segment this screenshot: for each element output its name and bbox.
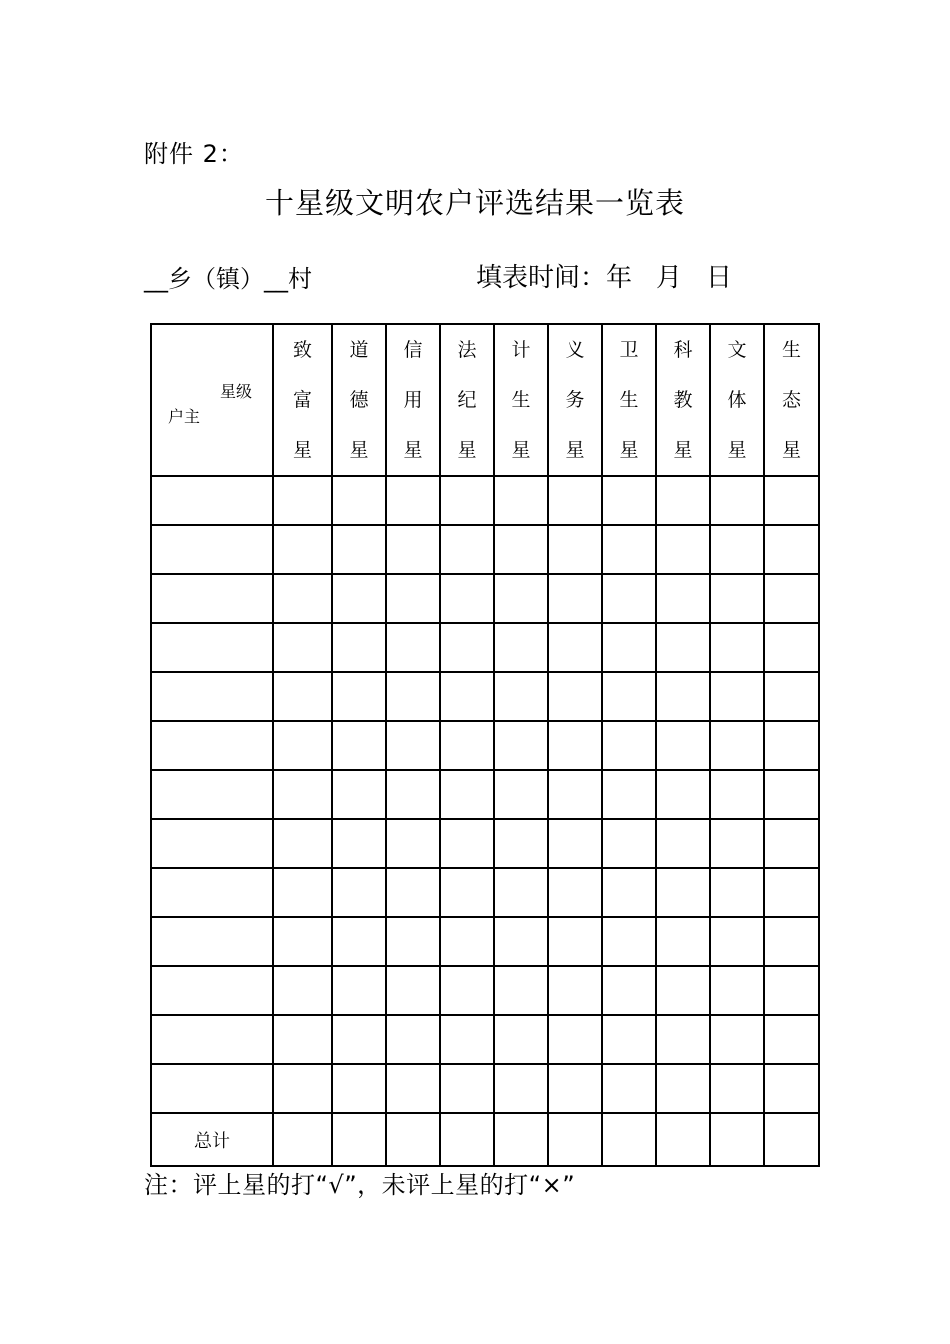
- star-cell[interactable]: [656, 770, 710, 819]
- total-cell[interactable]: [440, 1113, 494, 1166]
- star-cell[interactable]: [440, 574, 494, 623]
- star-cell[interactable]: [386, 525, 440, 574]
- column-header-char: 星: [673, 439, 693, 461]
- total-label: 总计: [151, 1113, 273, 1166]
- star-cell[interactable]: [764, 476, 819, 525]
- table-row: [151, 770, 819, 819]
- star-cell[interactable]: [332, 525, 386, 574]
- total-cell[interactable]: [273, 1113, 332, 1166]
- total-cell[interactable]: [656, 1113, 710, 1166]
- owner-cell[interactable]: [151, 819, 273, 868]
- star-cell[interactable]: [386, 868, 440, 917]
- star-cell[interactable]: [764, 966, 819, 1015]
- star-cell[interactable]: [494, 966, 548, 1015]
- star-cell[interactable]: [764, 574, 819, 623]
- star-cell[interactable]: [764, 721, 819, 770]
- star-cell[interactable]: [656, 917, 710, 966]
- star-cell[interactable]: [764, 770, 819, 819]
- star-cell[interactable]: [602, 623, 656, 672]
- table-row: [151, 623, 819, 672]
- location-line: __乡（镇）__村: [144, 265, 312, 293]
- corner-star-label: 星级: [219, 382, 252, 401]
- star-cell[interactable]: [386, 770, 440, 819]
- star-cell[interactable]: [273, 525, 332, 574]
- star-cell[interactable]: [332, 868, 386, 917]
- star-cell[interactable]: [332, 1015, 386, 1064]
- star-cell[interactable]: [273, 672, 332, 721]
- star-cell[interactable]: [332, 1064, 386, 1113]
- owner-cell[interactable]: [151, 868, 273, 917]
- star-cell[interactable]: [710, 917, 764, 966]
- star-cell[interactable]: [332, 574, 386, 623]
- star-cell[interactable]: [710, 476, 764, 525]
- column-header-char: 星: [781, 439, 801, 461]
- star-cell[interactable]: [273, 868, 332, 917]
- total-row: [151, 1113, 819, 1166]
- star-cell[interactable]: [494, 672, 548, 721]
- star-cell[interactable]: [386, 574, 440, 623]
- star-cell[interactable]: [656, 1064, 710, 1113]
- column-header-char: 科: [673, 339, 693, 361]
- column-header-char: 富: [292, 389, 312, 411]
- star-cell[interactable]: [710, 721, 764, 770]
- star-cell[interactable]: [332, 917, 386, 966]
- star-cell[interactable]: [386, 476, 440, 525]
- table-row: [151, 819, 819, 868]
- column-header-char: 务: [565, 389, 585, 411]
- star-cell[interactable]: [440, 819, 494, 868]
- star-cell[interactable]: [494, 476, 548, 525]
- column-header-char: 信: [403, 339, 423, 361]
- star-cell[interactable]: [764, 525, 819, 574]
- owner-cell[interactable]: [151, 672, 273, 721]
- column-header-char: 星: [619, 439, 639, 461]
- owner-cell[interactable]: [151, 966, 273, 1015]
- corner-cell: [151, 324, 273, 476]
- star-cell[interactable]: [494, 574, 548, 623]
- total-cell[interactable]: [494, 1113, 548, 1166]
- column-header: [273, 324, 332, 476]
- star-cell[interactable]: [273, 476, 332, 525]
- star-cell[interactable]: [332, 476, 386, 525]
- star-cell[interactable]: [710, 623, 764, 672]
- table-row: [151, 721, 819, 770]
- star-cell[interactable]: [273, 1064, 332, 1113]
- star-cell[interactable]: [332, 966, 386, 1015]
- star-cell[interactable]: [764, 672, 819, 721]
- star-cell[interactable]: [332, 770, 386, 819]
- star-cell[interactable]: [656, 623, 710, 672]
- table-row: [151, 672, 819, 721]
- star-cell[interactable]: [386, 966, 440, 1015]
- attachment-label: 附件 2：: [144, 140, 244, 168]
- column-header-char: 星: [727, 439, 747, 461]
- corner-owner-label: 户主: [168, 407, 201, 426]
- owner-cell[interactable]: [151, 1015, 273, 1064]
- star-cell[interactable]: [764, 917, 819, 966]
- column-header: [386, 324, 440, 476]
- owner-cell[interactable]: [151, 623, 273, 672]
- column-header-char: 教: [673, 389, 693, 411]
- star-cell[interactable]: [494, 917, 548, 966]
- column-header-char: 生: [781, 339, 801, 361]
- star-cell[interactable]: [764, 819, 819, 868]
- star-cell[interactable]: [656, 819, 710, 868]
- star-cell[interactable]: [602, 917, 656, 966]
- star-cell[interactable]: [440, 525, 494, 574]
- total-cell[interactable]: [548, 1113, 602, 1166]
- star-cell[interactable]: [656, 476, 710, 525]
- total-cell[interactable]: [386, 1113, 440, 1166]
- column-header-char: 星: [292, 439, 312, 461]
- star-cell[interactable]: [602, 672, 656, 721]
- star-cell[interactable]: [656, 672, 710, 721]
- star-cell[interactable]: [273, 623, 332, 672]
- star-cell[interactable]: [548, 525, 602, 574]
- star-cell[interactable]: [494, 819, 548, 868]
- star-cell[interactable]: [494, 525, 548, 574]
- column-header: [764, 324, 819, 476]
- star-cell[interactable]: [764, 1015, 819, 1064]
- date-line: [476, 257, 732, 294]
- table-row: [151, 1064, 819, 1113]
- star-cell[interactable]: [710, 819, 764, 868]
- star-cell[interactable]: [494, 770, 548, 819]
- column-header-char: 星: [457, 439, 477, 461]
- star-cell[interactable]: [548, 770, 602, 819]
- owner-cell[interactable]: [151, 1064, 273, 1113]
- star-cell[interactable]: [710, 1064, 764, 1113]
- star-cell[interactable]: [548, 721, 602, 770]
- table-row: [151, 476, 819, 525]
- star-cell[interactable]: [710, 966, 764, 1015]
- total-cell[interactable]: [710, 1113, 764, 1166]
- star-cell[interactable]: [656, 721, 710, 770]
- star-cell[interactable]: [494, 1064, 548, 1113]
- star-cell[interactable]: [440, 672, 494, 721]
- star-cell[interactable]: [710, 574, 764, 623]
- column-header-char: 致: [292, 339, 312, 361]
- column-header: [440, 324, 494, 476]
- column-header: [602, 324, 656, 476]
- column-header-char: 德: [349, 389, 369, 411]
- star-cell[interactable]: [440, 476, 494, 525]
- star-cell[interactable]: [273, 917, 332, 966]
- year-label: 年: [606, 263, 633, 293]
- star-cell[interactable]: [440, 1015, 494, 1064]
- results-table: [150, 323, 820, 1167]
- star-cell[interactable]: [602, 1064, 656, 1113]
- column-header: [494, 324, 548, 476]
- owner-cell[interactable]: [151, 917, 273, 966]
- star-cell[interactable]: [332, 819, 386, 868]
- column-header-char: 义: [565, 339, 585, 361]
- star-cell[interactable]: [440, 770, 494, 819]
- star-cell[interactable]: [548, 917, 602, 966]
- star-cell[interactable]: [602, 770, 656, 819]
- star-cell[interactable]: [273, 770, 332, 819]
- column-header-char: 星: [403, 439, 423, 461]
- column-header: [548, 324, 602, 476]
- column-header-char: 生: [619, 389, 639, 411]
- column-header-char: 文: [727, 339, 747, 361]
- star-cell[interactable]: [440, 966, 494, 1015]
- star-cell[interactable]: [710, 770, 764, 819]
- star-cell[interactable]: [273, 1015, 332, 1064]
- star-cell[interactable]: [494, 868, 548, 917]
- column-header-char: 体: [727, 389, 747, 411]
- star-cell[interactable]: [386, 721, 440, 770]
- star-cell[interactable]: [602, 525, 656, 574]
- column-header-char: 态: [781, 389, 801, 411]
- star-cell[interactable]: [494, 721, 548, 770]
- star-cell[interactable]: [273, 966, 332, 1015]
- star-cell[interactable]: [332, 623, 386, 672]
- owner-cell[interactable]: [151, 574, 273, 623]
- star-cell[interactable]: [386, 819, 440, 868]
- star-cell[interactable]: [764, 868, 819, 917]
- star-cell[interactable]: [332, 672, 386, 721]
- star-cell[interactable]: [656, 525, 710, 574]
- owner-cell[interactable]: [151, 476, 273, 525]
- star-cell[interactable]: [273, 574, 332, 623]
- column-header-char: 纪: [457, 389, 477, 411]
- owner-cell[interactable]: [151, 770, 273, 819]
- page-title: 十星级文明农户评选结果一览表: [264, 186, 685, 220]
- owner-cell[interactable]: [151, 525, 273, 574]
- table-row: [151, 868, 819, 917]
- star-cell[interactable]: [548, 1015, 602, 1064]
- star-cell[interactable]: [440, 1064, 494, 1113]
- table-body: [151, 476, 819, 1166]
- column-header-char: 星: [565, 439, 585, 461]
- star-cell[interactable]: [710, 525, 764, 574]
- star-cell[interactable]: [386, 672, 440, 721]
- star-cell[interactable]: [764, 1064, 819, 1113]
- star-cell[interactable]: [602, 574, 656, 623]
- date-label: 填表时间：: [476, 263, 607, 293]
- star-cell[interactable]: [440, 623, 494, 672]
- star-cell[interactable]: [602, 476, 656, 525]
- star-cell[interactable]: [386, 917, 440, 966]
- total-cell[interactable]: [602, 1113, 656, 1166]
- column-header-char: 卫: [619, 339, 639, 361]
- star-cell[interactable]: [386, 1064, 440, 1113]
- star-cell[interactable]: [710, 672, 764, 721]
- star-cell[interactable]: [764, 623, 819, 672]
- total-cell[interactable]: [764, 1113, 819, 1166]
- column-header-char: 星: [511, 439, 531, 461]
- column-header-char: 星: [349, 439, 369, 461]
- star-cell[interactable]: [548, 623, 602, 672]
- column-header-char: 用: [403, 389, 423, 411]
- star-cell[interactable]: [548, 966, 602, 1015]
- star-cell[interactable]: [494, 623, 548, 672]
- table-row: [151, 525, 819, 574]
- star-cell[interactable]: [440, 917, 494, 966]
- day-label: 日: [706, 263, 733, 293]
- column-header-char: 生: [511, 389, 531, 411]
- star-cell[interactable]: [273, 721, 332, 770]
- column-header-char: 道: [349, 339, 369, 361]
- star-cell[interactable]: [656, 868, 710, 917]
- column-header: [332, 324, 386, 476]
- star-cell[interactable]: [656, 574, 710, 623]
- month-label: 月: [656, 263, 683, 293]
- footnote: 注：评上星的打“√”，未评上星的打“×”: [144, 1171, 576, 1199]
- owner-cell[interactable]: [151, 721, 273, 770]
- table-row: [151, 966, 819, 1015]
- star-cell[interactable]: [386, 623, 440, 672]
- column-header-char: 法: [457, 339, 477, 361]
- column-header-char: 计: [511, 339, 531, 361]
- table-row: [151, 1015, 819, 1064]
- star-cell[interactable]: [602, 1015, 656, 1064]
- star-cell[interactable]: [548, 1064, 602, 1113]
- star-cell[interactable]: [332, 721, 386, 770]
- star-cell[interactable]: [273, 819, 332, 868]
- star-cell[interactable]: [548, 574, 602, 623]
- star-cell[interactable]: [710, 1015, 764, 1064]
- column-header: [656, 324, 710, 476]
- total-cell[interactable]: [332, 1113, 386, 1166]
- star-cell[interactable]: [548, 868, 602, 917]
- star-cell[interactable]: [710, 868, 764, 917]
- star-cell[interactable]: [656, 966, 710, 1015]
- star-cell[interactable]: [656, 1015, 710, 1064]
- table-header-row: [151, 324, 819, 476]
- star-cell[interactable]: [602, 966, 656, 1015]
- table-row: [151, 917, 819, 966]
- star-cell[interactable]: [440, 868, 494, 917]
- star-cell[interactable]: [548, 819, 602, 868]
- star-cell[interactable]: [602, 819, 656, 868]
- star-cell[interactable]: [602, 721, 656, 770]
- star-cell[interactable]: [440, 721, 494, 770]
- star-cell[interactable]: [548, 476, 602, 525]
- star-cell[interactable]: [494, 1015, 548, 1064]
- table-row: [151, 574, 819, 623]
- star-cell[interactable]: [548, 672, 602, 721]
- star-cell[interactable]: [602, 868, 656, 917]
- star-cell[interactable]: [386, 1015, 440, 1064]
- column-header: [710, 324, 764, 476]
